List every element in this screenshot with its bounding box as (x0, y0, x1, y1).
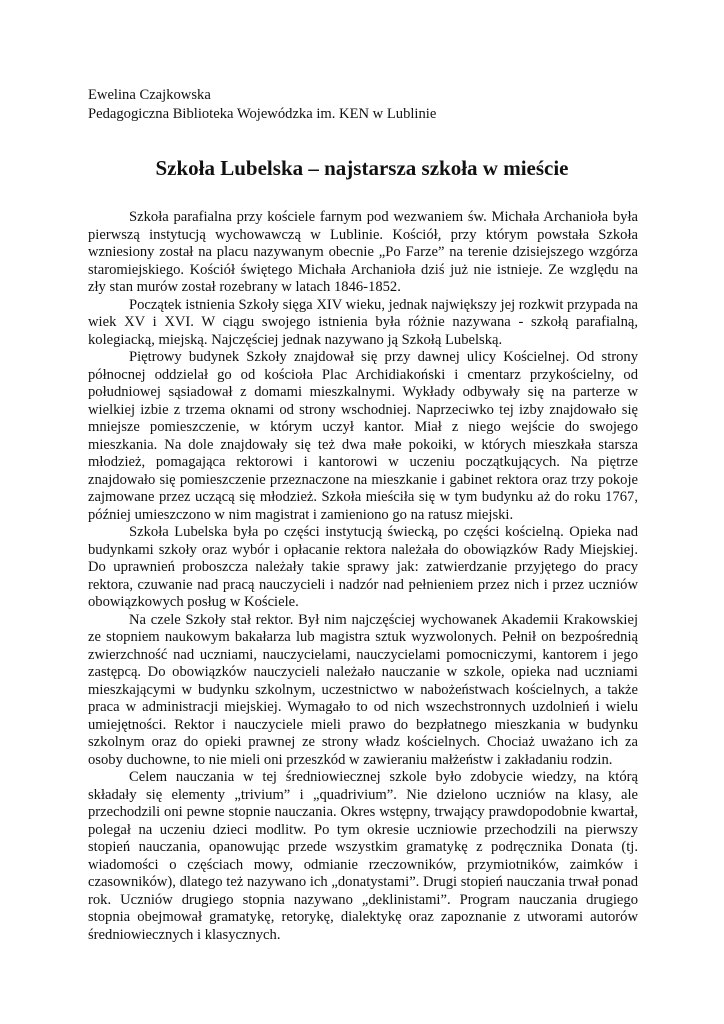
paragraph-2: Początek istnienia Szkoły sięga XIV wieku, jednak największy jej rozkwit przypada na wiek XV i XVI. W ciągu swojego istnienia była różnie nazywana - szkołą parafialną, kolegiacką, miejską. Najczęściej jednak nazywano ją Szkołą Lubelską. (88, 296, 638, 348)
author-institution: Pedagogiczna Biblioteka Wojewódzka im. KEN w Lublinie (88, 106, 437, 122)
document-body (88, 209, 638, 944)
paragraph-1: Szkoła parafialna przy kościele farnym pod wezwaniem św. Michała Archanioła była pierwszą instytucją wychowawczą w Lublinie. Kościół, przy którym powstała Szkoła wzniesiony został na placu nazywanym obecnie „Po Farze” na terenie dzisiejszego wzgórza staromiejskiego. Kościół świętego Michała Archanioła dziś już nie istnieje. Ze względu na zły stan murów został rozebrany w latach 1846-1852. (88, 209, 638, 295)
paragraph-3: Piętrowy budynek Szkoły znajdował się przy dawnej ulicy Kościelnej. Od strony północnej oddzielał go od kościoła Plac Archidiakoński i cmentarz przykościelny, od południowej sąsiadował z domami mieszkalnymi. Wykłady odbywały się na parterze w wielkiej izbie z trzema oknami od strony wschodniej. Naprzeciwko tej izby znajdowało się mniejsze pomieszczenie, w którym uczył kantor. Miał z niego wejście do swojego mieszkania. Na dole znajdowały się też dwa małe pokoiki, w których mieszkała starsza młodzież, pomagająca rektorowi i kantorowi w uczeniu początkujących. Na piętrze znajdowało się pomieszczenie przeznaczone na mieszkanie i gabinet rektora oraz trzy pokoje zajmowane przez uczącą się młodzież. Szkoła mieściła się w tym budynku aż do roku 1767, później umieszczono w nim magistrat i zamieniono go na ratusz miejski. (88, 349, 638, 523)
document-title: Szkoła Lubelska – najstarsza szkoła w mieście (155, 156, 569, 180)
paragraph-5: Na czele Szkoły stał rektor. Był nim najczęściej wychowanek Akademii Krakowskiej ze stopniem naukowym bakałarza lub magistra sztuk wyzwolonych. Pełnił on bezpośrednią zwierzchność nad uczniami, nauczycielami, nauczycielami pomocniczymi, kantorem i jego zastępcą. Do obowiązków nauczycieli należało nauczanie w szkole, opieka nad uczniami mieszkającymi w budynku szkolnym, uczestnictwo w nabożeństwach kościelnych, a także praca w administracji miejskiej. Wymagało to od nich wszechstronnych uzdolnień i wielu umiejętności. Rektor i nauczyciele mieli prawo do bezpłatnego mieszkania w budynku szkolnym oraz do opieki prawnej ze strony władz kościelnych. Chociaż uważano ich za osoby duchowne, to nie mieli oni przeszkód w zawieraniu małżeństw i zakładaniu rodzin. (88, 611, 638, 768)
author-block (88, 86, 436, 124)
paragraph-6: Celem nauczania w tej średniowiecznej szkole było zdobycie wiedzy, na którą składały się elementy „trivium” i „quadrivium”. Nie dzielono uczniów na klasy, ale przechodzili oni pewne stopnie nauczania. Okres wstępny, trwający prawdopodobnie kwartał, polegał na uczeniu dzieci modlitw. Po tym okresie uczniowie przechodzili na pierwszy stopień nauczania, opanowując przede wszystkim gramatykę z podręcznika Donata (tj. wiadomości o częściach mowy, odmianie rzeczowników, przymiotników, zaimków i czasowników), dlatego też nazywano ich „donatystami”. Drugi stopień nauczania trwał ponad rok. Uczniów drugiego stopnia nazywano „deklinistami”. Program nauczania drugiego stopnia obejmował gramatykę, retorykę, dialektykę oraz zapoznanie z utworami autorów średniowiecznych i klasycznych. (88, 769, 638, 943)
author-name: Ewelina Czajkowska (88, 87, 211, 103)
paragraph-4: Szkoła Lubelska była po części instytucją świecką, po części kościelną. Opieka nad budynkami szkoły oraz wybór i opłacanie rektora należała do obowiązków Rady Miejskiej. Do uprawnień proboszcza należały takie sprawy jak: zatwierdzanie przyjętego do pracy rektora, czuwanie nad pracą nauczycieli i nadzór nad pełnieniem przez nich i przez uczniów obowiązkowych posług w Kościele. (88, 524, 638, 610)
